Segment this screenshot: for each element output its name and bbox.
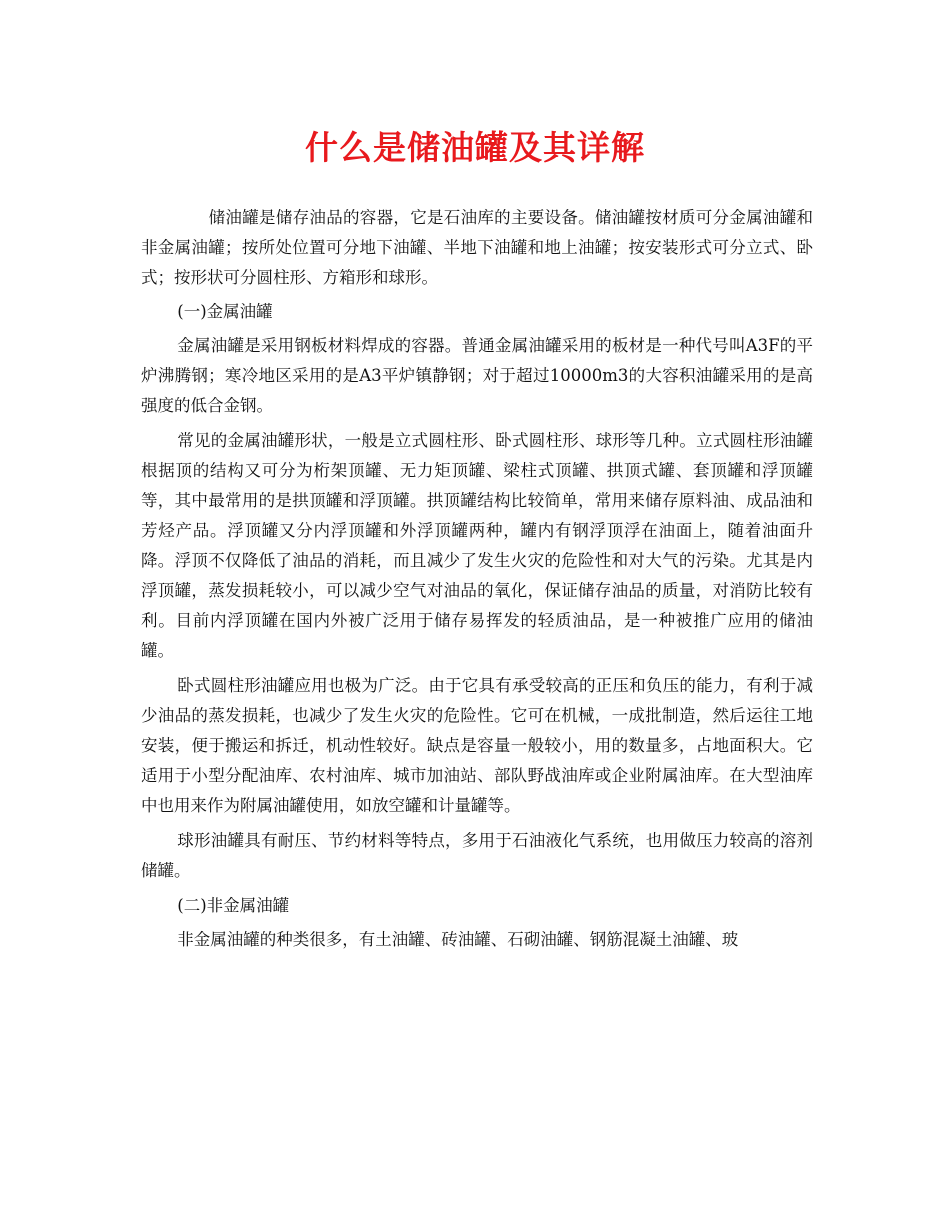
intro-paragraph: 储油罐是储存油品的容器，它是石油库的主要设备。储油罐按材质可分金属油罐和非金属油罐；按所处位置可分地下油罐、半地下油罐和地上油罐；按安装形式可分立式、卧式；按形状可分圆柱形、方箱形和球形。 [141,208,813,287]
paragraph-metal-material: 金属油罐是采用钢板材料焊成的容器。普通金属油罐采用的板材是一种代号叫A3F的平炉沸腾钢；寒冷地区采用的是A3平炉镇静钢；对于超过10000m3的大容积油罐采用的是高强度的低合金钢。 [141,336,813,415]
section-heading-nonmetal: (二)非金属油罐 [177,896,290,915]
paragraph-horizontal-tank: 卧式圆柱形油罐应用也极为广泛。由于它具有承受较高的正压和负压的能力，有利于减少油品的蒸发损耗，也减少了发生火灾的危险性。它可在机械，一成批制造，然后运往工地安装，便于搬运和拆迁，机动性较好。缺点是容量一般较小，用的数量多，占地面积大。它适用于小型分配油库、农村油库、城市加油站、部队野战油库或企业附属油库。在大型油库中也用来作为附属油罐使用，如放空罐和计量罐等。 [141,676,813,815]
document-body [141,203,813,955]
paragraph-spherical-tank: 球形油罐具有耐压、节约材料等特点，多用于石油液化气系统，也用做压力较高的溶剂储罐。 [141,831,813,880]
paragraph-nonmetal-types: 非金属油罐的种类很多，有土油罐、砖油罐、石砌油罐、钢筋混凝土油罐、玻 [177,930,739,949]
section-heading-metal: (一)金属油罐 [177,302,273,321]
page-title: 什么是储油罐及其详解 [305,128,645,167]
paragraph-metal-shapes: 常见的金属油罐形状，一般是立式圆柱形、卧式圆柱形、球形等几种。立式圆柱形油罐根据顶的结构又可分为桁架顶罐、无力矩顶罐、梁柱式顶罐、拱顶式罐、套顶罐和浮顶罐等，其中最常用的是拱顶罐和浮顶罐。拱顶罐结构比较简单，常用来储存原料油、成品油和芳烃产品。浮顶罐又分内浮顶罐和外浮顶罐两种，罐内有钢浮顶浮在油面上，随着油面升降。浮顶不仅降低了油品的消耗，而且减少了发生火灾的危险性和对大气的污染。尤其是内浮顶罐，蒸发损耗较小，可以减少空气对油品的氧化，保证储存油品的质量，对消防比较有利。目前内浮顶罐在国内外被广泛用于储存易挥发的轻质油品，是一种被推广应用的储油罐。 [141,431,813,660]
